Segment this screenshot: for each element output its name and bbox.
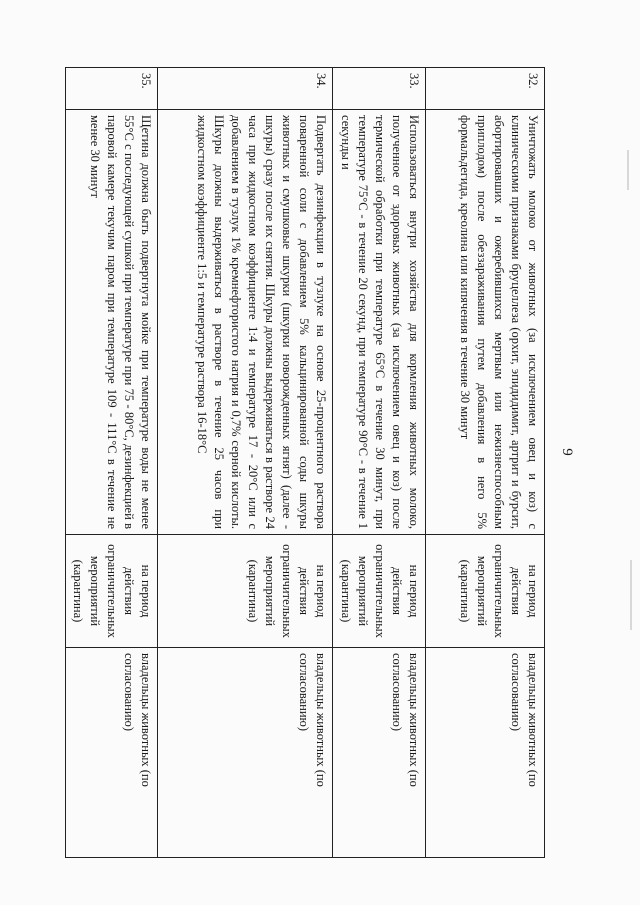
row-number: 34. xyxy=(158,68,333,110)
measures-table xyxy=(65,67,545,858)
term-text: на период действия ограничительных мероприятий (карантина) xyxy=(426,535,545,648)
term-text: на период действия ограничительных мероприятий (карантина) xyxy=(158,535,333,648)
measure-text: Использоваться внутри хозяйства для кормления животных молоко, полученное от здоровых животных (за исключением овец и коз) после термической обработки при температуре 65°С в течение 30 минут, при температуре 75°С - в течение 20 секунд, при температуре 90°С - в течение 1 секунды и xyxy=(333,110,426,535)
measure-text: Щетина должна быть подвергнута мойке при температуре воды не менее 55°С с последующей сушкой при температуре при 75 - 80°С, дезинфекцией в паровой камере текучим паром при температуре 109 - 111°С в течение не менее 30 минут xyxy=(66,110,158,535)
table-row xyxy=(158,68,333,858)
responsible-text: владельцы животных (по согласованию) xyxy=(158,648,333,858)
row-number: 33. xyxy=(333,68,426,110)
table-row xyxy=(426,68,545,858)
term-text: на период действия ограничительных мероприятий (карантина) xyxy=(333,535,426,648)
measure-text: Подвергать дезинфекции в тузлуке на основе 25-процентного раствора поваренной соли с добавлением 5% кальцинированной соды шкуры животных и смушковые шкурки (шкурки новорожденных ягнят) (далее - шкуры) сразу после их снятия. Шкуры должны выдерживаться в растворе 24 часа при жидкостном коэффициенте 1:4 и температуре 17 - 20°С или с добавлением в тузлук 1% кремнефтористого натрия и 0,7% серной кислоты. Шкуры должны выдерживаться в растворе в течение 25 часов при жидкостном коэффициенте 1:5 и температуре раствора 16-18°С xyxy=(158,110,333,535)
row-number: 35. xyxy=(66,68,158,110)
responsible-text: владельцы животных (по согласованию) xyxy=(426,648,545,858)
table-row xyxy=(333,68,426,858)
term-text: на период действия ограничительных мероприятий (карантина) xyxy=(66,535,158,648)
scan-artifact xyxy=(627,150,629,190)
page-number: 9 xyxy=(559,448,575,456)
rotated-document-sheet xyxy=(55,37,585,867)
responsible-text: владельцы животных (по согласованию) xyxy=(333,648,426,858)
table-row xyxy=(66,68,158,858)
scan-artifact xyxy=(630,560,632,630)
measure-text: Уничтожать молоко от животных (за исключением овец и коз) с клиническими признаками бруцеллеза (орхит, эпидидимит, артрит и бурсит, абортировавших и ожеребившихся мертвым или нежизнеспособным приплодом) после обеззараживания путем добавления в него 5% формальдегида, креолина или кипячения в течение 30 минут xyxy=(426,110,545,535)
row-number: 32. xyxy=(426,68,545,110)
responsible-text: владельцы животных (по согласованию) xyxy=(66,648,158,858)
